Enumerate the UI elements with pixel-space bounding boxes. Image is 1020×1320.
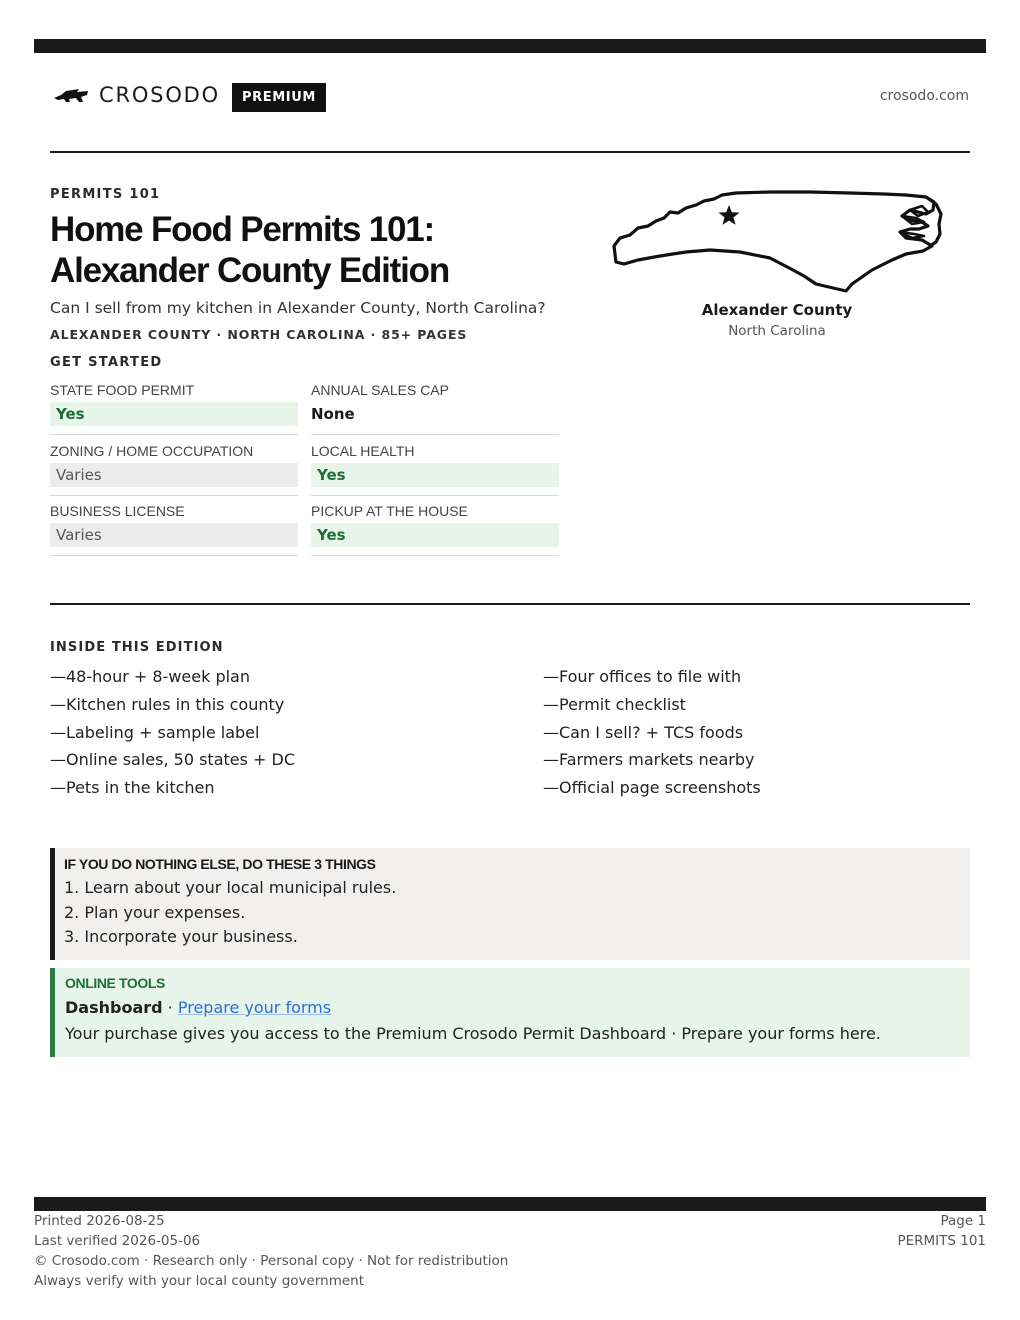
list-item: — Pets in the kitchen — [50, 778, 295, 806]
bottom-bar — [34, 1197, 986, 1211]
list-item: — Kitchen rules in this county — [50, 695, 295, 723]
fact-value: Varies — [50, 463, 298, 487]
fact-label: PICKUP AT THE HOUSE — [311, 503, 468, 519]
list-item: — Farmers markets nearby — [543, 750, 761, 778]
fact-value: Yes — [311, 463, 559, 487]
state-map — [610, 188, 944, 294]
list-item: — Permit checklist — [543, 695, 761, 723]
separator: · — [162, 998, 178, 1017]
top-bar — [34, 39, 986, 53]
header-divider — [50, 151, 970, 153]
online-tools-box — [50, 968, 970, 1057]
inside-list-right — [543, 667, 761, 806]
verify-note: Always verify with your local county government — [34, 1273, 364, 1289]
title-line-1: Home Food Permits 101: — [50, 210, 434, 249]
fact-pickup — [311, 503, 559, 556]
dashboard-label: Dashboard — [65, 998, 163, 1017]
list-item: — Labeling + sample label — [50, 723, 295, 751]
get-started-heading: GET STARTED — [50, 355, 163, 370]
tools-links-line — [65, 995, 970, 1021]
list-item: 3. Incorporate your business. — [64, 927, 298, 946]
fact-label: ZONING / HOME OCCUPATION — [50, 443, 254, 459]
page-title — [50, 209, 610, 291]
printed-date: Printed 2026-08-25 — [34, 1213, 165, 1229]
premium-badge: PREMIUM — [232, 83, 326, 112]
list-item: 2. Plan your expenses. — [64, 902, 246, 922]
list-item: — Online sales, 50 states + DC — [50, 750, 295, 778]
fact-value: None — [311, 405, 355, 423]
brand-name[interactable]: CROSODO — [99, 83, 220, 107]
list-item: — 48-hour + 8-week plan — [50, 667, 295, 695]
fact-value: Varies — [50, 523, 298, 547]
tools-description: Your purchase gives you access to the Premium Crosodo Permit Dashboard · Prepare your forms here. — [65, 1024, 881, 1043]
prepare-forms-link[interactable]: Prepare your forms — [177, 998, 332, 1017]
copyright-notice: © Crosodo.com · Research only · Personal copy · Not for redistribution — [34, 1253, 509, 1269]
steps-list — [64, 876, 970, 950]
fact-state-food-permit — [50, 382, 298, 435]
kicker: PERMITS 101 — [50, 187, 161, 202]
fact-value: Yes — [311, 523, 559, 547]
star-icon — [719, 205, 740, 225]
inside-heading: INSIDE THIS EDITION — [50, 640, 224, 655]
map-state-label: North Carolina — [728, 323, 826, 339]
list-item: 1. Learn about your local municipal rules. — [64, 878, 397, 897]
fox-icon — [54, 89, 88, 103]
fact-label: ANNUAL SALES CAP — [311, 382, 449, 398]
list-item: — Four offices to file with — [543, 667, 761, 695]
edition-meta: ALEXANDER COUNTY · NORTH CAROLINA · 85+ PAGES — [50, 327, 468, 342]
title-line-2: Alexander County Edition — [50, 251, 450, 290]
list-item: — Official page screenshots — [543, 778, 761, 806]
page-number: Page 1 — [940, 1213, 986, 1229]
fact-annual-sales-cap — [311, 382, 559, 435]
fact-zoning — [50, 443, 298, 496]
verified-date: Last verified 2026-05-06 — [34, 1233, 201, 1249]
section-divider — [50, 603, 970, 605]
subtitle: Can I sell from my kitchen in Alexander County, North Carolina? — [50, 299, 546, 317]
header — [50, 80, 970, 114]
box-heading: ONLINE TOOLS — [65, 975, 165, 991]
fact-label: LOCAL HEALTH — [311, 443, 415, 459]
fact-label: STATE FOOD PERMIT — [50, 382, 195, 398]
list-item: — Can I sell? + TCS foods — [543, 723, 761, 751]
section-label: PERMITS 101 — [897, 1233, 986, 1249]
map-county-label: Alexander County — [701, 301, 853, 319]
box-heading: IF YOU DO NOTHING ELSE, DO THESE 3 THINGS — [64, 856, 376, 872]
fact-local-health — [311, 443, 559, 496]
fact-value: Yes — [50, 402, 298, 426]
site-url[interactable]: crosodo.com — [879, 88, 969, 104]
fact-label: BUSINESS LICENSE — [50, 503, 185, 519]
do-these-3-things-box — [50, 848, 970, 960]
inside-list-left — [50, 667, 295, 806]
fact-business-license — [50, 503, 298, 556]
